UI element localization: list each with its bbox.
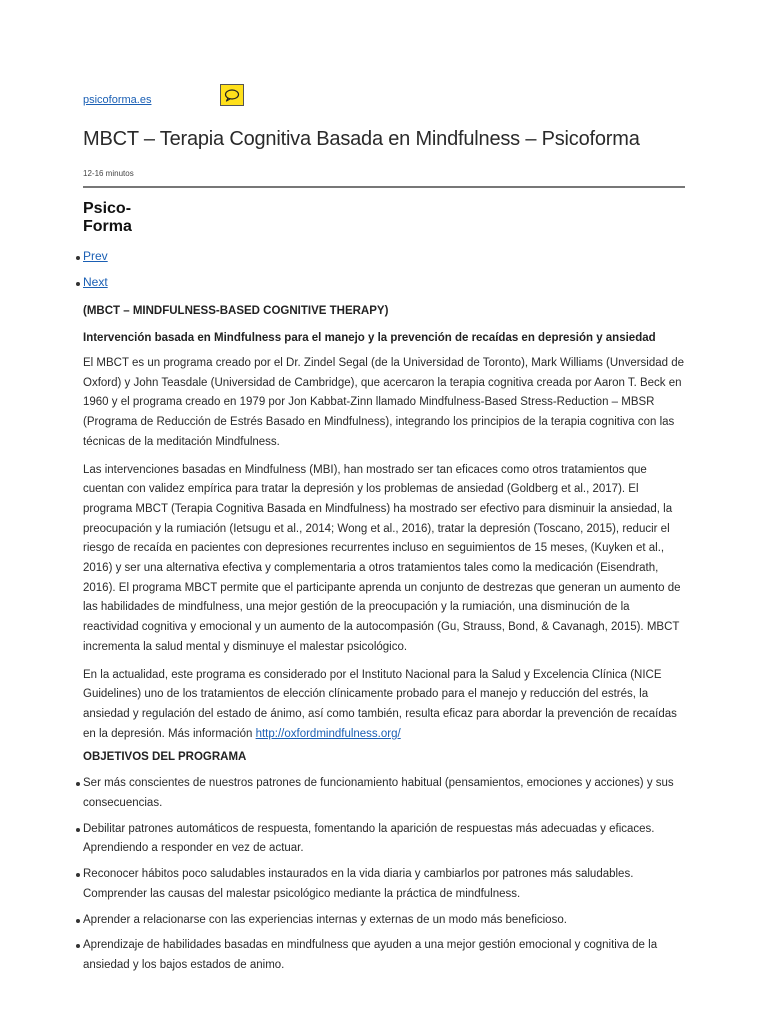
objective-item: Debilitar patrones automáticos de respuesta, fomentando la aparición de respuestas más adecuadas y eficaces. Aprendiendo a responder en vez de actuar. (83, 820, 685, 859)
prev-link[interactable]: Prev (83, 249, 108, 263)
divider (83, 186, 685, 188)
objective-item: Ser más conscientes de nuestros patrones de funcionamiento habitual (pensamientos, emociones y acciones) y sus consecuencias. (83, 774, 685, 813)
nav-item-next (83, 269, 685, 295)
objectives-list (83, 774, 685, 975)
paragraph-2: Las intervenciones basadas en Mindfulness (MBI), han mostrado ser tan eficaces como otros tratamientos que cuentan con validez empírica para tratar la depresión y los problemas de ansiedad (Goldberg et al., 2017). El programa MBCT (Terapia Cognitiva Basada en Mindfulness) ha mostrado ser efectivo para disminuir la ansiedad, la preocupación y la rumiación (Ietsugu et al., 2014; Wong et al., 2016), tratar la depresión (Toscano, 2015), reducir el riesgo de recaída en pacientes con depresiones recurrentes incluso en seguimientos de 15 meses, (Kuyken et al., 2016) y ser una alternativa efectiva y complementaria a otros tratamientos tales como la medicación (Eisendrath, 2016). El programa MBCT permite que el participante aprenda un conjunto de destrezas que generan un aumento de las habilidades de mindfulness, una mejor gestión de la preocupación y la rumiación, una disminución de la reactividad cognitiva y emocional y un aumento de la autocompasión (Gu, Strauss, Bond, & Cavanagh, 2015). MBCT incrementa la salud mental y disminuye el malestar psicológico. (83, 463, 681, 653)
paragraph-3 (83, 666, 685, 745)
page-title: MBCT – Terapia Cognitiva Basada en Mindfulness – Psicoforma (83, 128, 640, 150)
paragraph-3-text: En la actualidad, este programa es considerado por el Instituto Nacional para la Salud y Excelencia Clínica (NICE Guidelines) uno de los tratamientos de elección clínicamente probado para el manejo y reducción del estrés, la ansiedad y regulación del estado de ánimo, así como también, resulta eficaz para abordar la prevención de recaídas en la depresión. Más información (83, 668, 677, 740)
article-subtitle: (MBCT – MINDFULNESS-BASED COGNITIVE THERAPY) (83, 305, 389, 317)
speech-bubble-icon[interactable] (220, 84, 244, 106)
nav-item-prev (83, 243, 685, 269)
objective-item: Aprender a relacionarse con las experiencias internas y externas de un modo más beneficioso. (83, 911, 685, 931)
objective-item: Reconocer hábitos poco saludables instaurados en la vida diaria y cambiarlos por patrones más saludables. Comprender las causas del malestar psicológico mediante la práctica de mindfulness. (83, 865, 685, 904)
objective-item: Aprendizaje de habilidades basadas en mindfulness que ayuden a una mejor gestión emocional y cognitiva de la ansiedad y los bajos estados de animo. (83, 936, 685, 975)
oxford-mindfulness-link[interactable]: http://oxfordmindfulness.org/ (255, 727, 401, 740)
read-time: 12-16 minutos (83, 169, 134, 178)
next-link[interactable]: Next (83, 275, 108, 289)
top-bar (83, 84, 685, 106)
logo-line-2: Forma (83, 218, 132, 234)
pagination-nav (83, 243, 685, 295)
objectives-heading: OBJETIVOS DEL PROGRAMA (83, 751, 247, 764)
psicoforma-logo (83, 198, 163, 234)
logo-line-1: Psico- (83, 200, 132, 217)
article-lead: Intervención basada en Mindfulness para el manejo y la prevención de recaídas en depresión y ansiedad (83, 332, 656, 344)
article-page (83, 84, 685, 982)
paragraph-1: El MBCT es un programa creado por el Dr. Zindel Segal (de la Universidad de Toronto), Mark Williams (Unversidad de Oxford) y John Teasdale (Universidad de Cambridge), que acercaron la terapia cognitiva creada por Aaron T. Beck en 1960 y el programa creado en 1979 por Jon Kabbat-Zinn llamado Mindfulness-Based Stress-Reduction – MBSR (Programa de Reducción de Estrés Basado en Mindfulness), integrando los principios de la terapia cognitiva con las técnicas de la meditación Mindfulness. (83, 357, 685, 448)
site-link[interactable]: psicoforma.es (83, 94, 152, 106)
